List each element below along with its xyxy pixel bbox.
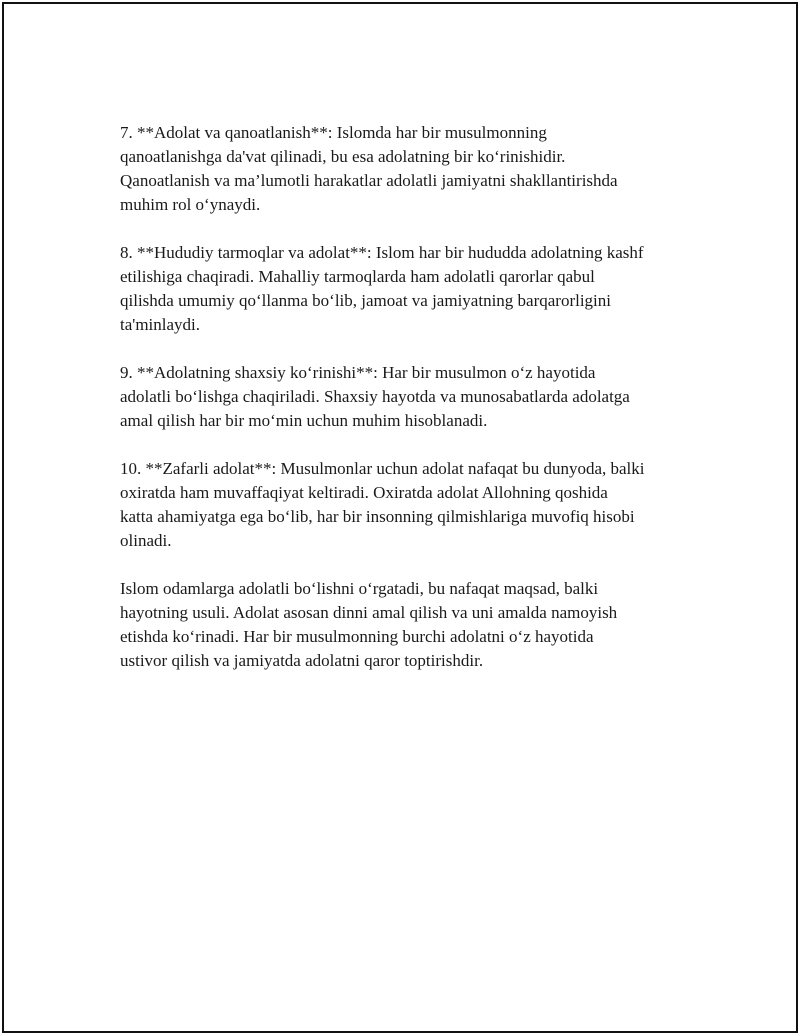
paragraph-adolat-va-qanoatlanish — [120, 121, 710, 217]
text-line: ustivor qilish va jamiyatda adolatni qaror toptirishdir. — [120, 651, 484, 670]
text-line: 10. **Zafarli adolat**: Musulmonlar uchun adolat nafaqat bu dunyoda, balki — [120, 459, 645, 478]
text-line: oxiratda ham muvaffaqiyat keltiradi. Oxiratda adolat Allohning qoshida — [120, 483, 608, 502]
text-line: hayotning usuli. Adolat asosan dinni amal qilish va uni amalda namoyish — [120, 603, 618, 622]
text-line: amal qilish har bir mo‘min uchun muhim hisoblanadi. — [120, 411, 488, 430]
text-line: Islom odamlarga adolatli bo‘lishni o‘rgatadi, bu nafaqat maqsad, balki — [120, 579, 599, 598]
paragraph-conclusion — [120, 577, 710, 673]
text-line: qanoatlanishga da'vat qilinadi, bu esa adolatning bir ko‘rinishidir. — [120, 147, 566, 166]
text-line: olinadi. — [120, 531, 172, 550]
text-line: 9. **Adolatning shaxsiy ko‘rinishi**: Har bir musulmon o‘z hayotida — [120, 363, 596, 382]
text-line: 8. **Hududiy tarmoqlar va adolat**: Islom har bir hududda adolatning kashf — [120, 243, 644, 262]
text-line: 7. **Adolat va qanoatlanish**: Islomda har bir musulmonning — [120, 123, 547, 142]
text-line: katta ahamiyatga ega bo‘lib, har bir insonning qilmishlariga muvofiq hisobi — [120, 507, 635, 526]
text-line: adolatli bo‘lishga chaqiriladi. Shaxsiy hayotda va munosabatlarda adolatga — [120, 387, 630, 406]
paragraph-shaxsiy-korinishi — [120, 361, 710, 433]
text-line: muhim rol o‘ynaydi. — [120, 195, 261, 214]
text-line: Qanoatlanish va ma’lumotli harakatlar adolatli jamiyatni shakllantirishda — [120, 171, 618, 190]
paragraph-hududiy-tarmoqlar — [120, 241, 710, 337]
text-line: etilishiga chaqiradi. Mahalliy tarmoqlarda ham adolatli qarorlar qabul — [120, 267, 595, 286]
text-line: etishda ko‘rinadi. Har bir musulmonning burchi adolatni o‘z hayotida — [120, 627, 594, 646]
text-line: qilishda umumiy qo‘llanma bo‘lib, jamoat va jamiyatning barqarorligini — [120, 291, 612, 310]
paragraph-zafarli-adolat — [120, 457, 710, 553]
document-body — [120, 121, 710, 697]
text-line: ta'minlaydi. — [120, 315, 201, 334]
page-frame — [2, 2, 798, 1033]
